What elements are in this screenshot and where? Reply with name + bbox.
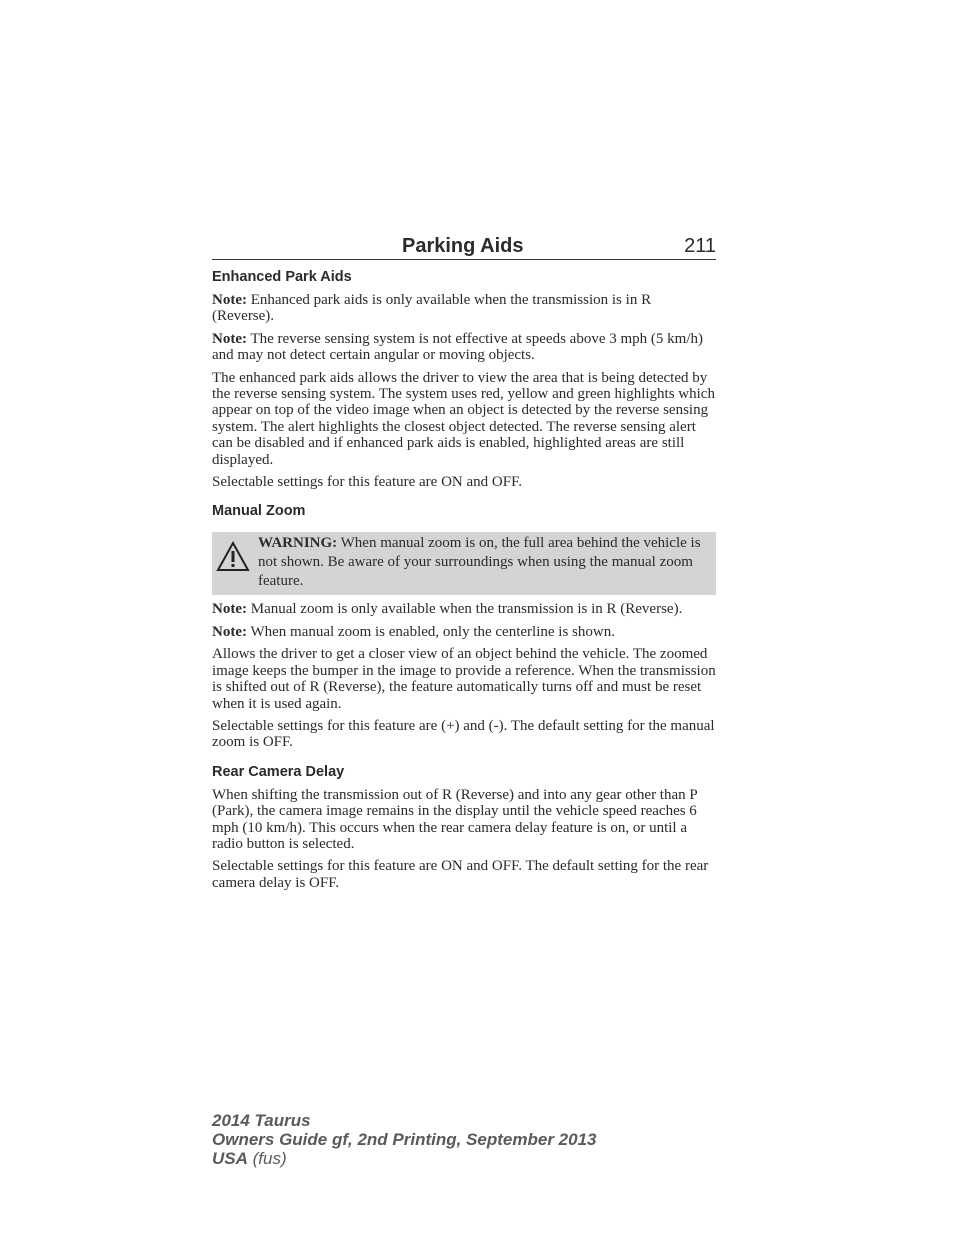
note-text: Manual zoom is only available when the transmission is in R (Reverse). [246,601,683,618]
note-label: Note: [212,623,247,640]
manual-page [212,229,716,891]
paragraph-zoom-settings: Selectable settings for this feature are (+) and (-). The default setting for the manual zoom is OFF. [212,717,715,751]
heading-manual-zoom: Manual Zoom [212,503,306,520]
warning-label: WARNING: [258,535,338,552]
note-zoom-1 [212,601,716,617]
note-text: When manual zoom is enabled, only the centerline is shown. [246,623,615,640]
page-title: Parking Aids [402,235,524,257]
warning-body: When manual zoom is on, the full area behind the vehicle is not shown. Be aware of your surroundings when using the manual zoom feature. [258,535,701,590]
paragraph-rear-camera-settings: Selectable settings for this feature are ON and OFF. The default setting for the rear camera delay is OFF. [212,858,709,891]
page-header [212,229,716,260]
warning-text [216,534,712,591]
warning-box [212,532,716,595]
note-label: Note: [212,292,247,308]
paragraph-enhanced-settings: Selectable settings for this feature are ON and OFF. [212,474,522,491]
note-enhanced-1 [212,292,716,325]
note-zoom-2 [212,624,716,640]
footer-code: (fus) [247,1149,287,1168]
heading-rear-camera-delay: Rear Camera Delay [212,763,345,780]
note-text: Enhanced park aids is only available when the transmission is in R (Reverse). [212,292,652,325]
paragraph-enhanced-body: The enhanced park aids allows the driver to view the area that is being detected by the reverse sensing system. The system uses red, yellow and green highlights which appear on top of the video image when an object is detected by the reverse sensing system. The alert highlights the closest object detected. The reverse sensing alert can be disabled and if enhanced park aids is enabled, highlighted areas are still displayed. [212,369,715,468]
paragraph-rear-camera-body: When shifting the transmission out of R (Reverse) and into any gear other than P (Park), the camera image remains in the display until the vehicle speed reaches 6 mph (10 km/h). This occurs when the rear camera delay feature is on, or until a radio button is selected. [212,786,698,852]
note-text: The reverse sensing system is not effective at speeds above 3 mph (5 km/h) and may not detect certain angular or moving objects. [212,330,703,364]
note-label: Note: [212,601,247,618]
footer-guide: Owners Guide gf, 2nd Printing, September 2013 [212,1130,597,1149]
paragraph-zoom-body: Allows the driver to get a closer view of an object behind the vehicle. The zoomed image keeps the bumper in the image to provide a reference. When the transmission is shifted out of R (Reverse), the feature automatically turns off and must be reset when it is used again. [212,646,716,712]
page-footer [212,1111,596,1168]
heading-enhanced-park-aids: Enhanced Park Aids [212,269,352,285]
note-label: Note: [212,330,247,347]
warning-triangle-icon [216,538,250,576]
note-enhanced-2 [212,331,716,364]
page-number: 211 [684,235,716,257]
footer-region [212,1149,596,1168]
footer-model: 2014 Taurus [212,1111,311,1130]
footer-country: USA [212,1149,248,1168]
